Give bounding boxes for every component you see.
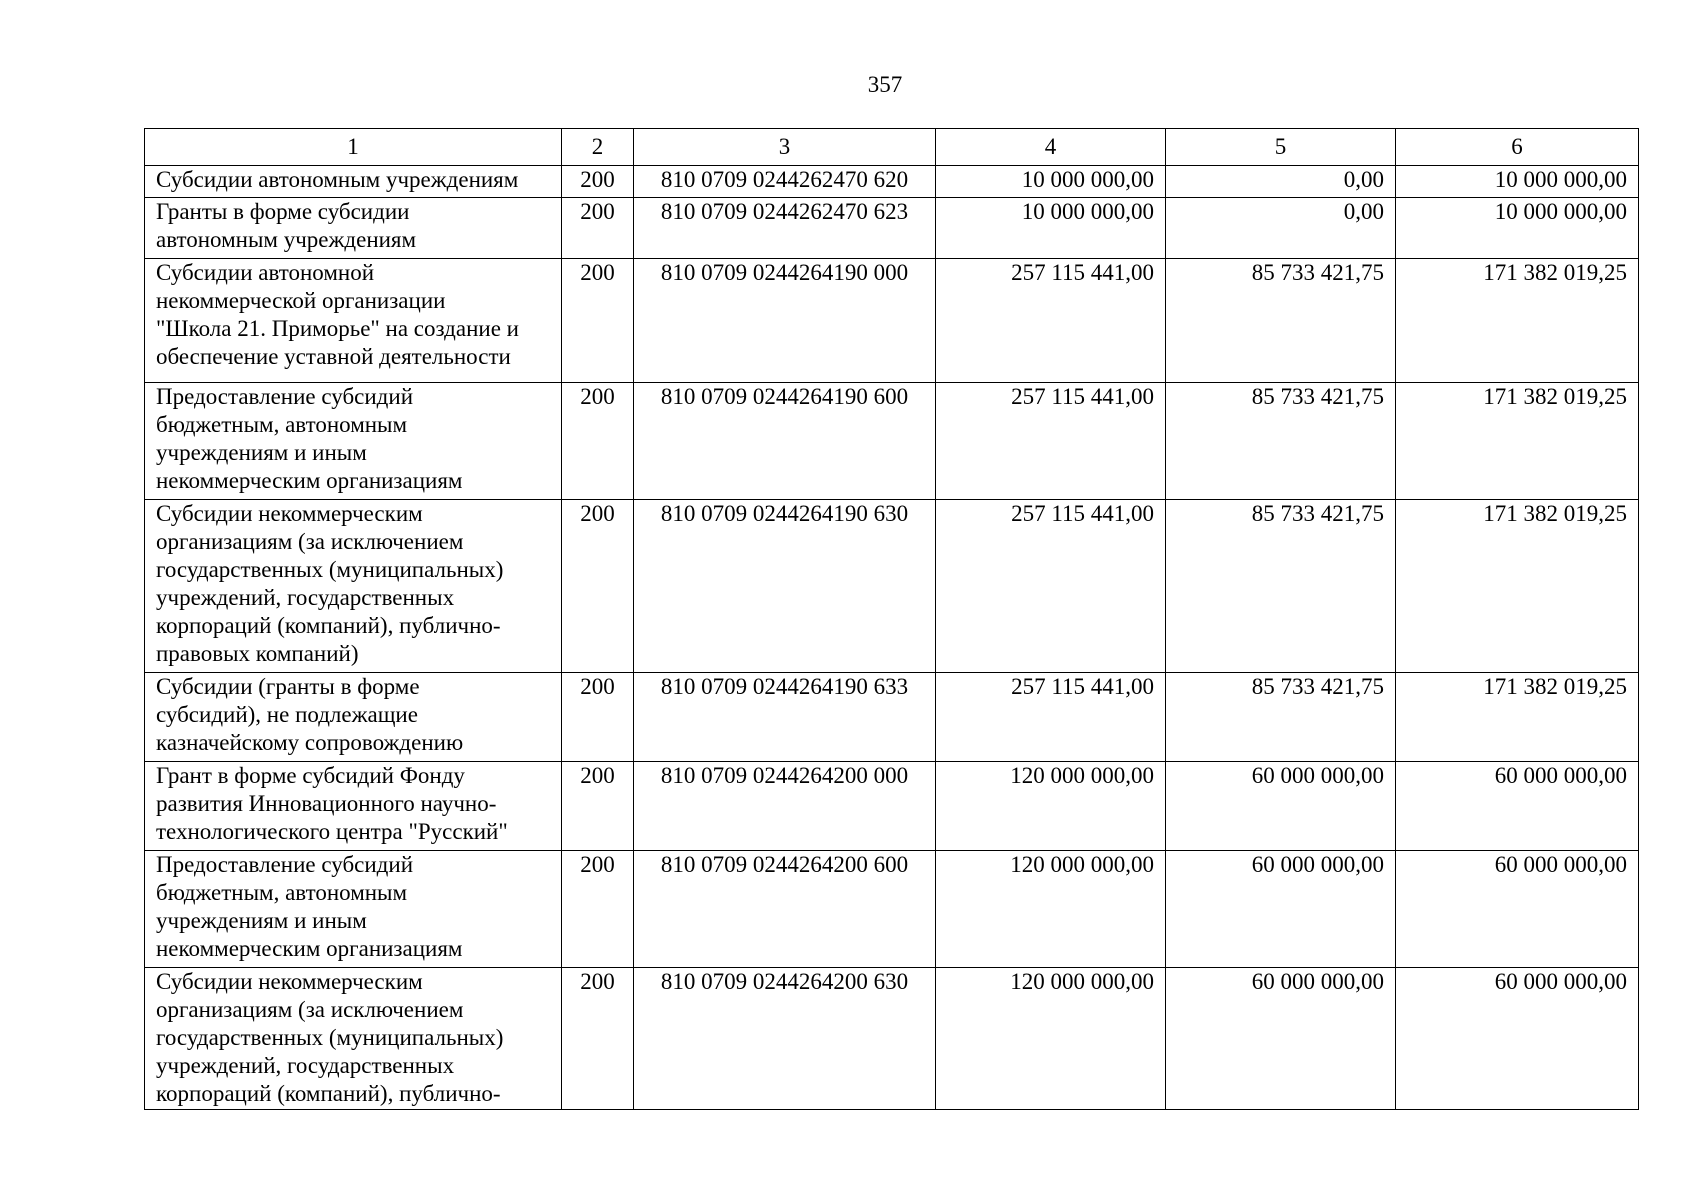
row-value-5: 85 733 421,75 — [1166, 259, 1396, 383]
row-admin-code: 200 — [562, 851, 634, 968]
row-budget-code: 810 0709 0244262470 623 — [634, 198, 936, 259]
row-name: Субсидии автономной некоммерческой организации "Школа 21. Приморье" на создание и обеспечение уставной деятельности — [145, 259, 562, 383]
row-budget-code: 810 0709 0244264200 000 — [634, 762, 936, 851]
row-value-5: 60 000 000,00 — [1166, 851, 1396, 968]
row-admin-code: 200 — [562, 198, 634, 259]
table-row — [145, 673, 1639, 762]
row-value-4: 120 000 000,00 — [936, 968, 1166, 1110]
table-row — [145, 500, 1639, 673]
page-number: 357 — [867, 72, 903, 97]
row-value-4: 257 115 441,00 — [936, 500, 1166, 673]
header-col-6: 6 — [1396, 129, 1639, 166]
row-value-4: 120 000 000,00 — [936, 762, 1166, 851]
row-value-4: 257 115 441,00 — [936, 259, 1166, 383]
row-value-4: 10 000 000,00 — [936, 198, 1166, 259]
row-value-5: 60 000 000,00 — [1166, 968, 1396, 1110]
row-value-6: 171 382 019,25 — [1396, 383, 1639, 500]
row-admin-code: 200 — [562, 762, 634, 851]
row-value-5: 85 733 421,75 — [1166, 673, 1396, 762]
table-row — [145, 851, 1639, 968]
row-admin-code: 200 — [562, 673, 634, 762]
row-value-6: 60 000 000,00 — [1396, 968, 1639, 1110]
header-col-1: 1 — [145, 129, 562, 166]
row-budget-code: 810 0709 0244264190 630 — [634, 500, 936, 673]
budget-table — [144, 128, 1639, 1110]
row-budget-code: 810 0709 0244264190 633 — [634, 673, 936, 762]
table-row — [145, 166, 1639, 198]
header-col-2: 2 — [562, 129, 634, 166]
row-value-5: 60 000 000,00 — [1166, 762, 1396, 851]
row-value-5: 85 733 421,75 — [1166, 500, 1396, 673]
table-header-row — [145, 129, 1639, 166]
row-budget-code: 810 0709 0244264190 600 — [634, 383, 936, 500]
row-name: Предоставление субсидий бюджетным, автономным учреждениям и иным некоммерческим организациям — [145, 383, 562, 500]
row-value-6: 171 382 019,25 — [1396, 673, 1639, 762]
row-admin-code: 200 — [562, 383, 634, 500]
row-name: Субсидии автономным учреждениям — [145, 166, 562, 198]
row-value-6: 60 000 000,00 — [1396, 851, 1639, 968]
row-value-4: 120 000 000,00 — [936, 851, 1166, 968]
header-col-4: 4 — [936, 129, 1166, 166]
row-value-6: 60 000 000,00 — [1396, 762, 1639, 851]
row-value-6: 10 000 000,00 — [1396, 166, 1639, 198]
row-value-6: 10 000 000,00 — [1396, 198, 1639, 259]
row-admin-code: 200 — [562, 166, 634, 198]
row-budget-code: 810 0709 0244264190 000 — [634, 259, 936, 383]
table-row — [145, 259, 1639, 383]
row-name: Субсидии некоммерческим организациям (за исключением государственных (муниципальных) учреждений, государственных корпораций (компаний), публично- — [145, 968, 562, 1110]
row-admin-code: 200 — [562, 968, 634, 1110]
row-budget-code: 810 0709 0244264200 630 — [634, 968, 936, 1110]
row-budget-code: 810 0709 0244264200 600 — [634, 851, 936, 968]
row-name: Субсидии (гранты в форме субсидий), не подлежащие казначейскому сопровождению — [145, 673, 562, 762]
row-name: Грант в форме субсидий Фонду развития Инновационного научно- технологического центра "Русский" — [145, 762, 562, 851]
row-admin-code: 200 — [562, 500, 634, 673]
row-value-5: 85 733 421,75 — [1166, 383, 1396, 500]
header-col-3: 3 — [634, 129, 936, 166]
table-row — [145, 383, 1639, 500]
table-row — [145, 198, 1639, 259]
row-value-4: 257 115 441,00 — [936, 383, 1166, 500]
row-name: Предоставление субсидий бюджетным, автономным учреждениям и иным некоммерческим организациям — [145, 851, 562, 968]
table-row — [145, 762, 1639, 851]
row-value-4: 257 115 441,00 — [936, 673, 1166, 762]
row-value-5: 0,00 — [1166, 198, 1396, 259]
row-name: Субсидии некоммерческим организациям (за исключением государственных (муниципальных) учреждений, государственных корпораций (компаний), публично- правовых компаний) — [145, 500, 562, 673]
row-value-5: 0,00 — [1166, 166, 1396, 198]
table-row — [145, 968, 1639, 1110]
row-value-6: 171 382 019,25 — [1396, 259, 1639, 383]
header-col-5: 5 — [1166, 129, 1396, 166]
row-value-4: 10 000 000,00 — [936, 166, 1166, 198]
row-value-6: 171 382 019,25 — [1396, 500, 1639, 673]
row-admin-code: 200 — [562, 259, 634, 383]
row-budget-code: 810 0709 0244262470 620 — [634, 166, 936, 198]
row-name: Гранты в форме субсидии автономным учреждениям — [145, 198, 562, 259]
